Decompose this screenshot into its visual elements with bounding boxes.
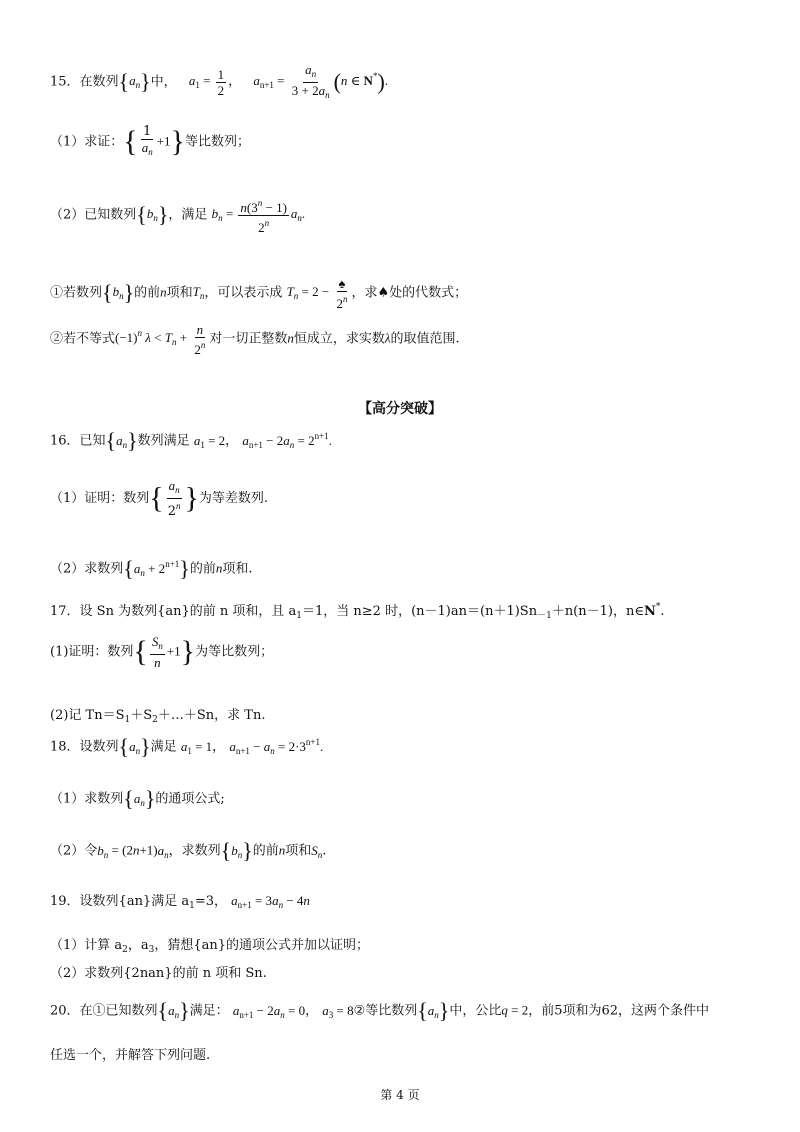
page-number: 第 4 页 — [380, 1088, 420, 1102]
problem-17-part2: (2)记 $Tn=S_1+S_2+\dots+Sn$，求 Tn. — [50, 708, 266, 725]
problem-19-stem: 19．设数列{an}满足 $a_1=3$， $a_{n+1} = 3a_n - 4n$ — [50, 893, 310, 911]
problem-15-part2: （2）已知数列$\{b_n\}$，满足 $b_n$ = $\frac{n(3^n - 1)}{2^n}$ $a_n$. — [50, 198, 306, 235]
problem-18-part2: （2）令$b_n = (2n+1)a_n$，求数列$\{b_n\}$的前n项和$S_n$. — [50, 838, 327, 863]
problem-18-part1: （1）求数列$\{a_n\}$的通项公式; — [50, 786, 225, 811]
problem-19-part2: （2）求数列{2nan}的前 n 项和 Sn. — [50, 966, 267, 981]
problem-15-part1: （1）求证：{ $\frac{1}{a_n}$ +1}等比数列； — [50, 124, 250, 158]
problem-16-stem: 16．已知$\{a_n\}$数列满足 $a_1 = 2$， $a_{n+1} - 2a_n = 2^{n+1}$. — [50, 428, 332, 453]
problem-17-stem: 17．设 Sn 为数列{an}的前 n 项和，且 $a_1=1$，当 n≥2 时，$(n-1)an=(n+1)Sn_{-1}+n(n-1)$，n∈N*. — [50, 602, 665, 621]
problem-15-q1: ①若数列$\{b_n\}$的前n项和$T_n$，可以表示成 $T_n = 2$ − $\frac{♠}{2^n}$ ，求♠处的代数式； — [50, 276, 468, 311]
problem-15-stem: 15．在数列$\{a_n\}$中， $a_1$ = $\frac{1}{2}$ ， $a_{n+1}$ = $\frac{a_n}{3 + 2a_n}$ (n ∈ N*). — [50, 62, 389, 100]
problem-19-part1: （1）计算 $a_2$，$a_3$，猜想{an}的通项公式并加以证明； — [50, 938, 370, 955]
problem-20-stem: 20．在①已知数列$\{a_n\}$满足： $a_{n+1} - 2a_n = 0$， $a_3$ = 8②等比数列$\{a_n\}$中，公比q = 2，前5项和为62，这两个条件中 — [50, 998, 710, 1023]
section-title: 【高分突破】 — [358, 401, 442, 417]
problem-16-part1: （1）证明：数列{ $\frac{a_n}{2^n}$ }为等差数列. — [50, 478, 269, 519]
problem-16-part2: （2）求数列$\{a_n + 2^{n+1}\}$的前n项和. — [50, 556, 253, 581]
problem-15-q2: ②若不等式$(-1)^n$ $\lambda < T_n$ + $\frac{n}{2^n}$ 对一切正整数n恒成立，求实数λ的取值范围. — [50, 322, 460, 357]
problem-20-line2: 任选一个，并解答下列问题. — [50, 1048, 211, 1063]
problem-17-part1: (1)证明：数列{ $\frac{S_n}{n}$ +1}为等比数列； — [50, 634, 274, 670]
problem-18-stem: 18．设数列$\{a_n\}$满足 $a_1 = 1$， $a_{n+1} - a_n = 2\cdot 3^{n+1}$. — [50, 734, 324, 759]
